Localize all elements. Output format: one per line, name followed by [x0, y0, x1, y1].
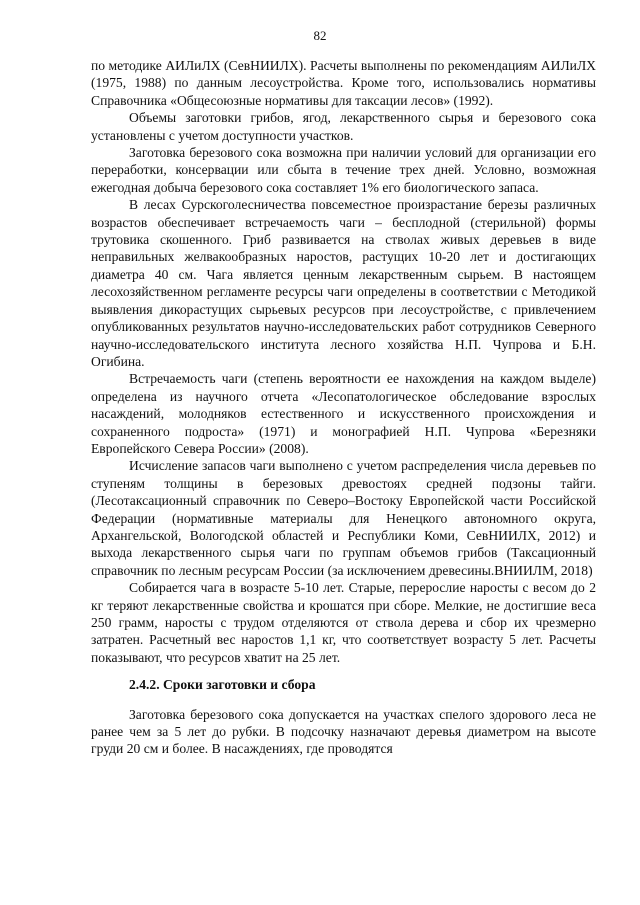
section-heading: 2.4.2. Сроки заготовки и сбора	[129, 677, 316, 693]
paragraph-methodology: по методике АИЛиЛХ (СевНИИЛХ). Расчеты выполнены по рекомендациям АИЛиЛХ (1975, 1988) по данным лесоустройства. Кроме того, использовались нормативы Справочника «Общесоюзные нормативы для таксации лесов» (1992).	[91, 58, 596, 108]
paragraph-chaga-occurrence: Встречаемость чаги (степень вероятности ее нахождения на каждом выделе) определена из научного отчета «Лесопатологическое обследование взрослых насаждений, молодняков естественного и искусственного происхождения и сохраненного подроста» (1971) и монографией Н.П. Чупрова «Березняки Европейского Севера России» (2008).	[91, 371, 596, 456]
page-number: 82	[313, 28, 327, 43]
paragraph-harvest-volumes: Объемы заготовки грибов, ягод, лекарственного сырья и березового сока установлены с учетом доступности участков.	[91, 110, 596, 143]
paragraph-sap-harvest-terms: Заготовка березового сока допускается на участках спелого здорового леса не ранее чем за 5 лет до рубки. В подсочку назначают деревья диаметром на высоте груди 20 см и более. В насаждениях, где проводятся	[91, 706, 596, 757]
paragraph-chaga-collection: Собирается чага в возрасте 5-10 лет. Старые, перерослие наросты с весом до 2 кг теряют лекарственные свойства и крошатся при сборе. Мелкие, не достигшие веса 250 грамм, наросты с трудом отделяются от ствола дерева и сбор их чрезмерно затратен. Расчетный вес наростов 1,1 кг, что соответствует возрасту 5 лет. Расчеты показывают, что ресурсов хватит на 25 лет.	[91, 580, 596, 665]
page-body	[91, 57, 596, 758]
paragraph-chaga-stock-calculation: Исчисление запасов чаги выполнено с учетом распределения числа деревьев по ступеням толщины в березовых древостоях средней подзоны тайги. (Лесотаксационный справочник по Северо–Востоку Европейской части Российской Федерации (нормативные материалы для Ненецкого автономного округа, Архангельской, Вологодской областей и Республики Коми, СевНИИЛХ, 2012) и выхода лекарственного сырья чаги по группам объемов грибов (Таксационный справочник по лесным ресурсам России (за исключением древесины.ВНИИЛМ, 2018)	[91, 458, 596, 578]
paragraph-chaga-description: В лесах Сурскоголесничества повсеместное произрастание березы различных возрастов обеспечивает встречаемость чаги – бесплодной (стерильной) формы трутовика скошенного. Гриб развивается на стволах живых деревьев в виде неправильных желвакообразных наростов, растущих 10-20 лет и достигающих диаметра 40 см. Чага является ценным лекарственным сырьем. В настоящем лесохозяйственном регламенте ресурсы чаги определены в соответствии с Методикой выявления дикорастущих сырьевых ресурсов при лесоустройстве, с привлечением опубликованных результатов научно-исследовательских работ сотрудников Северного научно-исследовательского института лесного хозяйства Н.П. Чупрова и Б.Н. Огибина.	[91, 197, 596, 369]
paragraph-birch-sap: Заготовка березового сока возможна при наличии условий для организации его переработки, консервации или сбыта в течение трех дней. Условно, возможная ежегодная добыча березового сока составляет 1% его биологического запаса.	[91, 145, 596, 195]
